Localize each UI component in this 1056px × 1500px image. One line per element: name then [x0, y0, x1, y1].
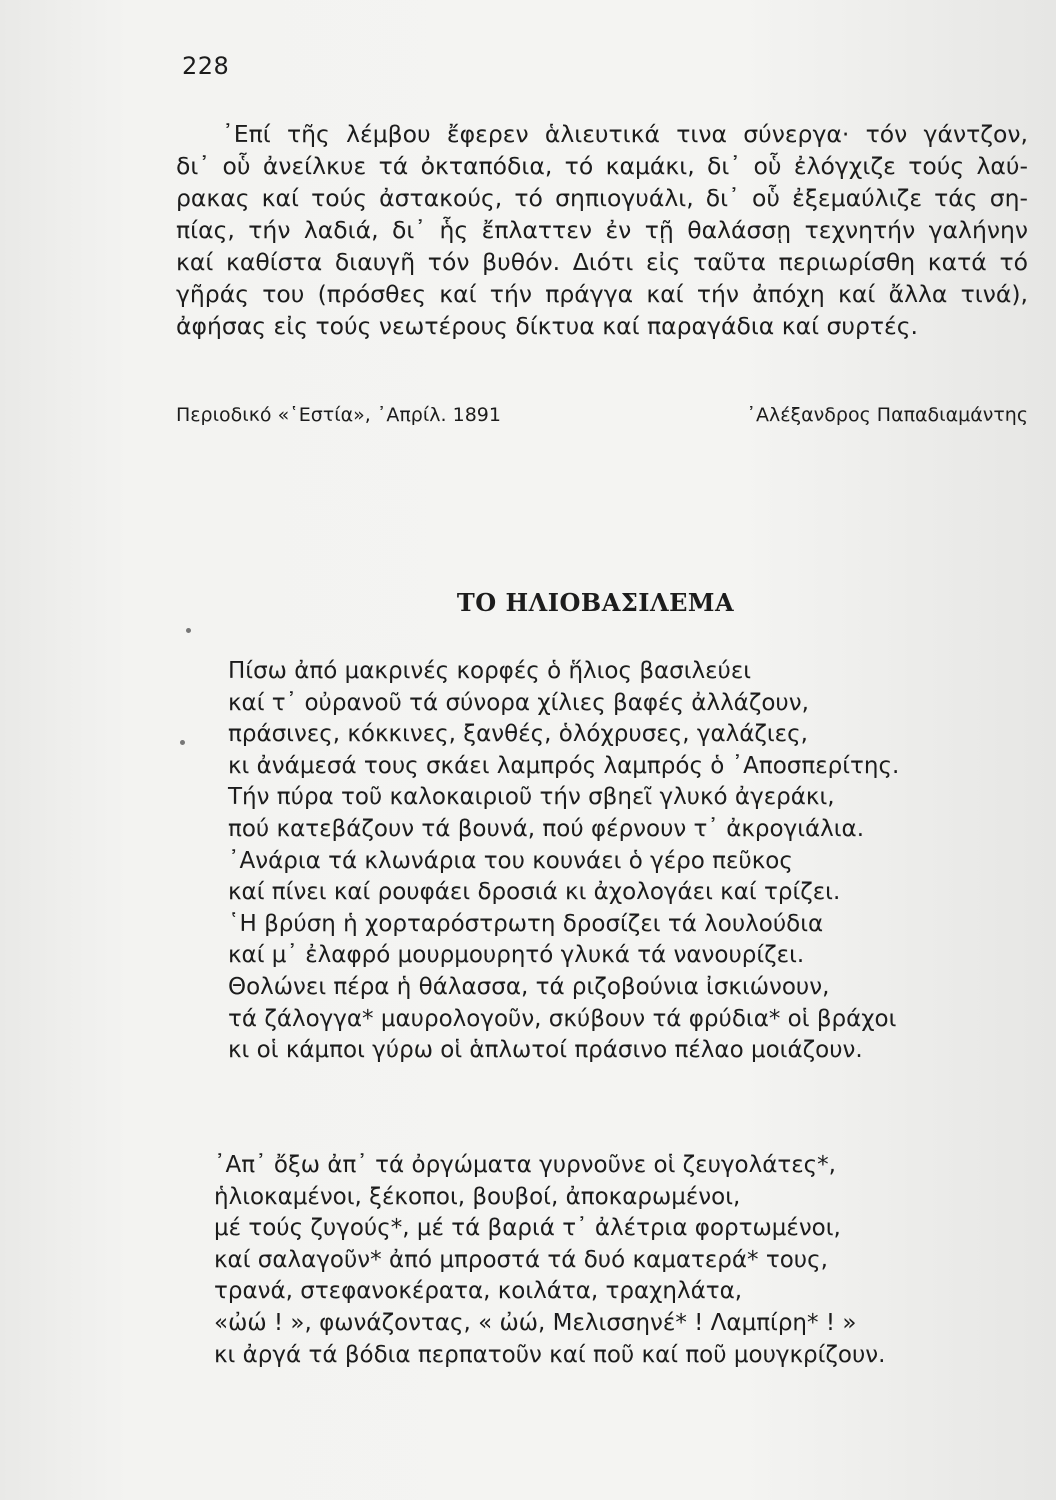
poem-line: κι ἀνάμεσά τους σκάει λαμπρός λαμπρός ὁ ᾿Αποσπερίτης. [228, 752, 900, 779]
poem-stanza-1 [228, 656, 899, 1067]
prose-paragraph [176, 118, 1028, 342]
author-name: ᾿Αλέξανδρος Παπαδιαμάντης [746, 404, 1028, 426]
prose-line: πίας, τήν λαδιά, δι᾿ ἧς ἔπλαττεν ἐν τῇ θαλάσσῃ τεχνητήν γαλήνην [176, 216, 1028, 244]
poem-line: μέ τούς ζυγούς*, μέ τά βαριά τ᾿ ἀλέτρια φορτωμένοι, [214, 1215, 841, 1242]
prose-line: ἀφήσας εἰς τούς νεωτέρους δίκτυα καί παραγάδια καί συρτές. [176, 312, 919, 340]
poem-line: καί μ᾿ ἐλαφρό μουρμουρητό γλυκά τά νανουρίζει. [228, 942, 805, 969]
poem-line: «ὠώ ! », φωνάζοντας, « ὠώ, Μελισσηνέ* ! Λαμπίρη* ! » [214, 1309, 857, 1336]
poem-line: κι ἀργά τά βόδια περπατοῦν καί ποῦ καί ποῦ μουγκρίζουν. [214, 1341, 886, 1368]
poem-line: Πίσω ἀπό μακρινές κορφές ὁ ἥλιος βασιλεύει [228, 658, 752, 684]
poem-line: κι οἱ κάμποι γύρω οἱ ἁπλωτοί πράσινο πέλαο μοιάζουν. [228, 1037, 863, 1064]
poem-line: ἡλιοκαμένοι, ξέκοποι, βουβοί, ἀποκαρωμένοι, [214, 1183, 741, 1210]
prose-line: καί καθίστα διαυγῆ τόν βυθόν. Διότι εἰς ταῦτα περιωρίσθη κατά τό [176, 248, 1028, 276]
poem-line: καί τ᾿ οὐρανοῦ τά σύνορα χίλιες βαφές ἀλλάζουν, [228, 689, 809, 716]
ink-speck [180, 740, 185, 745]
poem-line: καί πίνει καί ρουφάει δροσιά κι ἀχολογάει καί τρίζει. [228, 879, 841, 906]
poem-line: τά ζάλογγα* μαυρολογοῦν, σκύβουν τά φρύδια* οἱ βράχοι [228, 1005, 897, 1032]
poem-line: Τήν πύρα τοῦ καλοκαιριοῦ τήν σβηεῖ γλυκό ἀγεράκι, [228, 784, 835, 811]
poem-line: ῾Η βρύση ἡ χορταρόστρωτη δροσίζει τά λουλούδια [228, 910, 824, 937]
poem-line: πού κατεβάζουν τά βουνά, πού φέρνουν τ᾿ ἀκρογιάλια. [228, 815, 865, 842]
source-citation [176, 404, 1028, 426]
poem-stanza-2 [214, 1150, 885, 1371]
poem-line: πράσινες, κόκκινες, ξανθές, ὁλόχρυσες, γαλάζιες, [228, 721, 808, 748]
prose-line: ᾿Επί τῆς λέμβου ἔφερεν ἁλιευτικά τινα σύνεργα· τόν γάντζον, [222, 120, 1028, 148]
ink-speck [186, 628, 191, 633]
poem-line: καί σαλαγοῦν* ἀπό μπροστά τά δυό καματερά* τους, [214, 1246, 828, 1273]
poem-line: Θολώνει πέρα ἡ θάλασσα, τά ριζοβούνια ἰσκιώνουν, [228, 973, 830, 1000]
page-number: 228 [182, 52, 230, 80]
poem-line: ᾿Ανάρια τά κλωνάρια του κουνάει ὁ γέρο πεῦκος [228, 847, 793, 874]
prose-line: γῆράς του (πρόσθες καί τήν πράγγα καί τήν ἀπόχη καί ἄλλα τινά), [176, 280, 1028, 308]
publication-source: Περιοδικό «῾Εστία», ᾿Απρίλ. 1891 [176, 404, 501, 426]
prose-line: ρακας καί τούς ἀστακούς, τό σηπιογυάλι, δι᾿ οὗ ἐξεμαύλιζε τάς ση- [176, 184, 1028, 212]
prose-line: δι᾿ οὗ ἀνείλκυε τά ὀκταπόδια, τό καμάκι, δι᾿ οὗ ἐλόγχιζε τούς λαύ- [176, 152, 1028, 180]
poem-title: ΤΟ ΗΛΙΟΒΑΣΙΛΕΜΑ [456, 588, 735, 617]
poem-line: τρανά, στεφανοκέρατα, κοιλάτα, τραχηλάτα, [214, 1278, 743, 1305]
poem-line: ᾿Απ᾿ ὄξω ἀπ᾿ τά ὀργώματα γυρνοῦνε οἱ ζευγολάτες*, [214, 1152, 836, 1178]
